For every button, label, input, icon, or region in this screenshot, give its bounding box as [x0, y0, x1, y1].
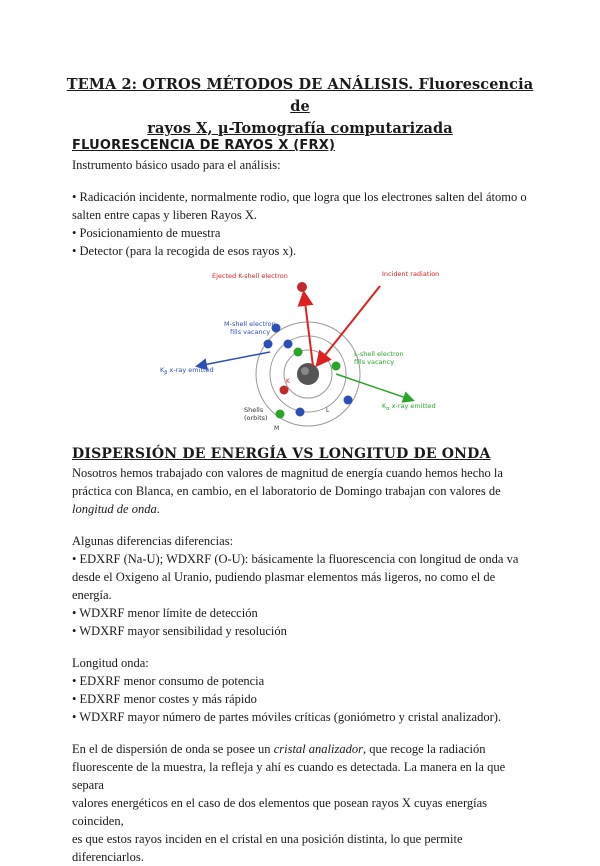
electron-m: [296, 408, 305, 417]
frx-bullet: • Detector (para la recogida de esos rayos x).: [72, 244, 297, 258]
diffs-intro: Algunas diferencias diferencias:: [72, 534, 234, 548]
para1-line: práctica con Blanca, en cambio, en el laboratorio de Domingo trabajan con valores de: [72, 484, 501, 498]
final-line: es que estos rayos inciden en el cristal en una posición distinta, lo que permite diferenciarlos.: [72, 832, 463, 864]
section-heading-dispersion: DISPERSIÓN DE ENERGÍA VS LONGITUD DE ONDA: [72, 446, 491, 462]
title-line-1: TEMA 2: OTROS MÉTODOS DE ANÁLISIS. Fluorescencia de: [66, 76, 534, 115]
diff-item: desde el Oxigeno al Uranio, pudiendo plasmar elementos más ligeros, no como el de energía.: [72, 570, 496, 602]
final-italic: cristal analizador: [273, 742, 363, 756]
nucleus-highlight: [301, 367, 309, 375]
label-mshell-2: fills vacancy: [230, 328, 271, 336]
label-k-shell: K: [286, 378, 290, 385]
section-frx-body: [72, 156, 532, 260]
kbeta-arrow: [198, 352, 270, 366]
electron-m: [264, 340, 273, 349]
label-shells-2: (orbits): [244, 414, 268, 422]
document-title: [60, 74, 540, 140]
label-mshell-1: M-shell electron: [224, 320, 276, 328]
xrf-atom-diagram: [150, 262, 450, 432]
para1-line: Nosotros hemos trabajado con valores de magnitud de energía cuando hemos hecho la: [72, 466, 503, 480]
section-dispersion-body: [72, 464, 532, 866]
diff-item: • WDXRF mayor sensibilidad y resolución: [72, 624, 287, 638]
label-kalpha: $K_\alpha$ x-ray emitted: [382, 402, 436, 412]
electron-l: [294, 348, 303, 357]
frx-bullet: • Radicación incidente, normalmente rodio, que logra que los electrones salten del átomo o: [72, 190, 527, 204]
lo-item: • EDXRF menor costes y más rápido: [72, 692, 257, 706]
para1-italic: longitud de onda: [72, 502, 157, 516]
label-kbeta: $K_\beta$ x-ray emitted: [160, 366, 214, 376]
final-line: fluorescente de la muestra, la refleja y ahí es cuando es detectada. La manera en la que separa: [72, 760, 506, 792]
lo-intro: Longitud onda:: [72, 656, 149, 670]
label-ejected: Ejected K-shell electron: [212, 272, 288, 280]
electron-m: [276, 410, 285, 419]
final-line: valores energéticos en el caso de dos elementos que posean rayos X cuyas energías coinciden,: [72, 796, 488, 828]
electron-m: [344, 396, 353, 405]
ejected-electron: [297, 282, 307, 292]
label-m-shell: M: [274, 425, 280, 432]
frx-bullet: salten entre capas y liberen Rayos X.: [72, 208, 258, 222]
diff-item: • WDXRF menor límite de detección: [72, 606, 258, 620]
lo-item: • WDXRF mayor número de partes móviles críticas (goniómetro y cristal analizador).: [72, 710, 502, 724]
label-lshell-2: fills vacancy: [354, 358, 395, 366]
ejected-arrow: [304, 294, 313, 366]
label-l-shell: L: [326, 407, 330, 414]
electron-k: [280, 386, 289, 395]
label-lshell-1: L-shell electron: [354, 350, 404, 358]
label-shells-1: Shells: [244, 406, 264, 414]
frx-bullet: • Posicionamiento de muestra: [72, 226, 221, 240]
electron-l: [332, 362, 341, 371]
section-heading-frx: FLUORESCENCIA DE RAYOS X (FRX): [72, 138, 336, 153]
diff-item: • EDXRF (Na-U); WDXRF (O-U): básicamente la fluorescencia con longitud de onda va: [72, 552, 519, 566]
electron-m: [284, 340, 293, 349]
final-line: En el de dispersión de onda se posee un cristal analizador, que recoge la radiación: [72, 742, 486, 756]
para1-line: longitud de onda.: [72, 502, 160, 516]
lo-item: • EDXRF menor consumo de potencia: [72, 674, 265, 688]
frx-intro: Instrumento básico usado para el análisis:: [72, 158, 281, 172]
nucleus: [297, 363, 319, 385]
title-line-2: rayos X, µ-Tomografía computarizada: [147, 120, 453, 137]
label-incident: Incident radiation: [382, 270, 440, 278]
